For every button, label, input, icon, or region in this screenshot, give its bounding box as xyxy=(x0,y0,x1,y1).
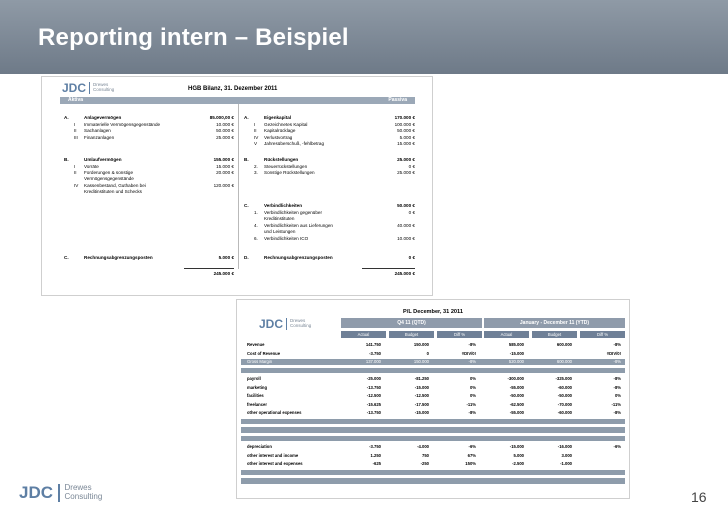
passiva-label: Passiva xyxy=(388,97,407,103)
pl-row: payroll -25.000 -81.250 0% -300.000 -325.000 -8% xyxy=(247,376,621,381)
pl-row: other operational expenses -13.750 -15.000 -8% -55.000 -60.000 -8% xyxy=(247,410,621,415)
pl-row: other interest and income 1.250 750 67% 5.000 3.000 xyxy=(247,452,572,458)
pl-column-header: Diff % xyxy=(437,331,482,338)
logo-mark: JDC xyxy=(62,81,87,95)
slide-title: Reporting intern – Beispiel xyxy=(38,24,349,51)
pl-row xyxy=(241,436,625,442)
logo-text: Drewes Consulting xyxy=(64,483,103,501)
pl-column-header: Budget xyxy=(532,331,577,338)
pl-ytd-header: January - December 11 (YTD) xyxy=(484,318,625,328)
logo-divider xyxy=(58,484,60,502)
logo-divider xyxy=(89,82,90,94)
hgb-title: HGB Bilanz, 31. Dezember 2011 xyxy=(188,86,278,92)
logo-mark: JDC xyxy=(19,483,54,502)
pl-row: freelancer -15.625 -17.500 -11% -62.500 -70.000 -11% xyxy=(247,401,621,407)
pl-row xyxy=(241,419,625,425)
pl-title: P/L December, 31 2011 xyxy=(403,309,463,315)
logo-mark: JDC xyxy=(259,317,284,331)
pl-row: Cost of Revenue -3.750 0 #DIV/0! -15.000 #DIV/0! xyxy=(247,350,621,356)
pl-logo xyxy=(259,317,311,331)
pl-qtd-header: Q4 11 (QTD) xyxy=(341,318,482,328)
pl-row xyxy=(241,470,625,476)
pl-row: Gross Margin 137.000 150.000 -8% 520.000 600.000 -8% xyxy=(241,359,625,365)
title-banner xyxy=(0,0,728,74)
footer-logo xyxy=(19,483,102,503)
hgb-header-band xyxy=(60,97,415,104)
passiva-sum-line xyxy=(362,268,415,269)
hgb-logo xyxy=(62,81,114,95)
pl-column-header: Actual xyxy=(341,331,386,338)
pl-row: facilities -12.500 -12.500 0% -50.000 -50.000 0% xyxy=(247,393,621,398)
logo-text: Drewes Consulting xyxy=(290,318,312,328)
pl-column-header: Budget xyxy=(389,331,434,338)
pl-row xyxy=(241,478,625,484)
pl-statement-sheet xyxy=(237,300,629,498)
pl-row xyxy=(241,427,625,433)
pl-row: other interest and expenses -625 -250 150% -2.500 -1.000 xyxy=(247,461,572,466)
pl-row: marketing -13.750 -15.000 0% -55.000 -60.000 -8% xyxy=(247,384,621,390)
aktiva-sum-line xyxy=(184,268,234,269)
pl-column-header: Actual xyxy=(484,331,529,338)
page-number: 16 xyxy=(691,489,707,505)
logo-text: Drewes Consulting xyxy=(93,82,115,92)
pl-row: Revenue 141.750 150.000 -8% 585.000 600.000 -8% xyxy=(247,342,621,347)
logo-divider xyxy=(286,318,287,330)
aktiva-label: Aktiva xyxy=(68,97,84,103)
pl-row: depreciation -3.750 -4.000 -6% -15.000 -16.000 -6% xyxy=(247,444,621,449)
pl-column-header: Diff % xyxy=(580,331,625,338)
hgb-balance-sheet: JDC Drewes Consulting HGB Bilanz, 31. Dezember 2011 Aktiva Passiva A. Anlagevermögen 85.000,00 € I Immaterielle Vermögensgegenstände 10.000 € II Sachanlagen 50.000 € III Finanzanlagen 25.000 € B. Umlaufvermögen 155.000 € I Vorräte 15.000 € II Forderungen & sonstige 20.000 € Vermögensgegenstände IV Kassenbestand, Guthaben bei 120.000 € Kreditinstituten und Schecks C. Rechnungsabgrenzungsposten 5.000 € A. Eigenkapital 170.000 € I Gezeichnetes Kapital 100.000 € II Kapitalrücklage 50.000 € IV Verlustvortrag 5.000 € V Jahresüberschuß, -fehlbetrag 15.000 € B. Rückstellungen 25.000 € 2. Steuerrückstellungen 0 € 3. Sonstige Rückstellungen 25.000 € C. Verbindlichkeiten 50.000 € 1. Verbindlichkeiten gegenüber 0 € Kreditinstituten 4. Verbindlichkeiten aus Lieferungen 40.000 € und Leistungen 6. Verbindlichkeiten ICO 10.000 € D. Rechnungsabgrenzungsposten 0 € 245.000 € 245.000 € xyxy=(42,77,432,295)
pl-row xyxy=(241,368,625,374)
hgb-divider xyxy=(238,104,239,269)
